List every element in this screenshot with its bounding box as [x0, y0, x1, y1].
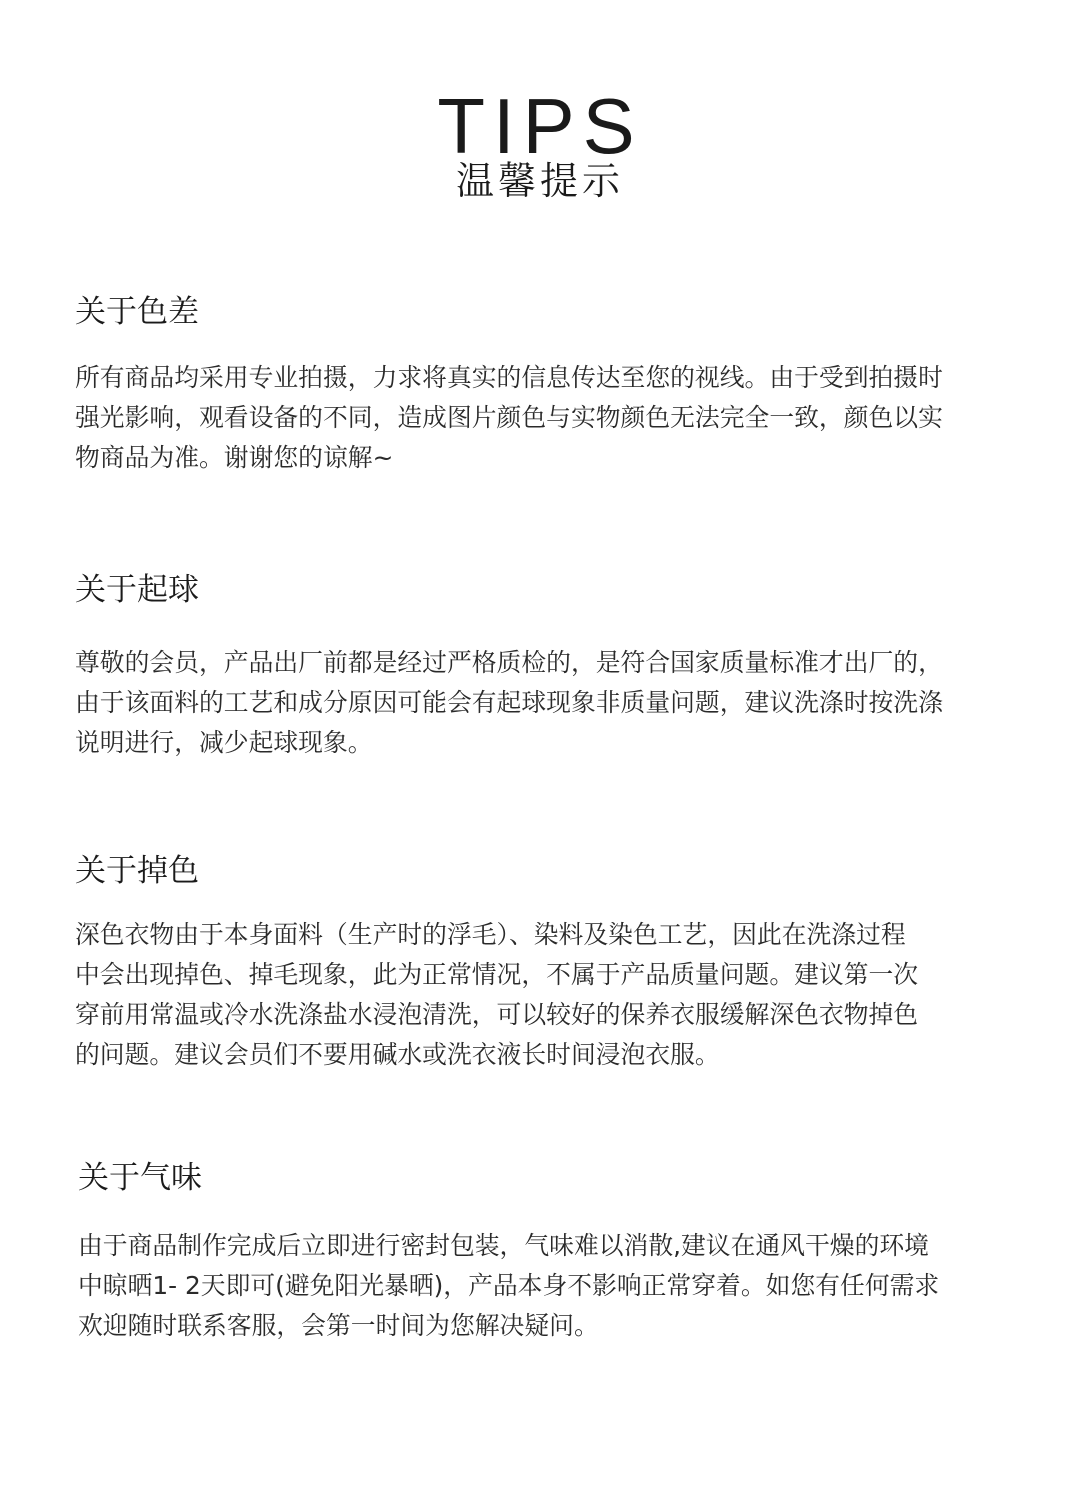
- body-line: 所有商品均采用专业拍摄，力求将真实的信息传达至您的视线。由于受到拍摄时: [75, 363, 943, 392]
- page-title: TIPS: [437, 82, 643, 170]
- body-line: 说明进行，减少起球现象。: [75, 728, 373, 757]
- body-line: 欢迎随时联系客服，会第一时间为您解决疑问。: [78, 1311, 599, 1340]
- body-line: 穿前用常温或冷水洗涤盐水浸泡清洗，可以较好的保养衣服缓解深色衣物掉色: [75, 1000, 919, 1029]
- section-body: [78, 1226, 1038, 1346]
- body-line: 强光影响，观看设备的不同，造成图片颜色与实物颜色无法完全一致，颜色以实: [75, 403, 943, 432]
- section-title: 关于色差: [75, 294, 199, 330]
- body-line: 由于商品制作完成后立即进行密封包装，气味难以消散,建议在通风干燥的环境: [78, 1231, 929, 1260]
- section-title: 关于起球: [75, 572, 199, 608]
- body-line: 中晾晒1- 2天即可(避免阳光暴晒)，产品本身不影响正常穿着。如您有任何需求: [78, 1271, 940, 1300]
- body-line: 中会出现掉色、掉毛现象，此为正常情况，不属于产品质量问题。建议第一次: [75, 960, 919, 989]
- section-body: [75, 915, 1035, 1075]
- section-body: [75, 643, 1035, 763]
- body-line: 由于该面料的工艺和成分原因可能会有起球现象非质量问题，建议洗涤时按洗涤: [75, 688, 943, 717]
- section-title: 关于掉色: [75, 853, 199, 889]
- section-body: [75, 358, 1035, 478]
- body-line: 的问题。建议会员们不要用碱水或洗衣液长时间浸泡衣服。: [75, 1040, 720, 1069]
- section-title: 关于气味: [78, 1160, 202, 1196]
- body-line: 尊敬的会员，产品出厂前都是经过严格质检的，是符合国家质量标准才出厂的，: [75, 648, 943, 677]
- body-line: 物商品为准。谢谢您的谅解~: [75, 443, 394, 472]
- body-line: 深色衣物由于本身面料（生产时的浮毛）、染料及染色工艺，因此在洗涤过程: [75, 920, 906, 949]
- page-subtitle: 温馨提示: [455, 159, 624, 203]
